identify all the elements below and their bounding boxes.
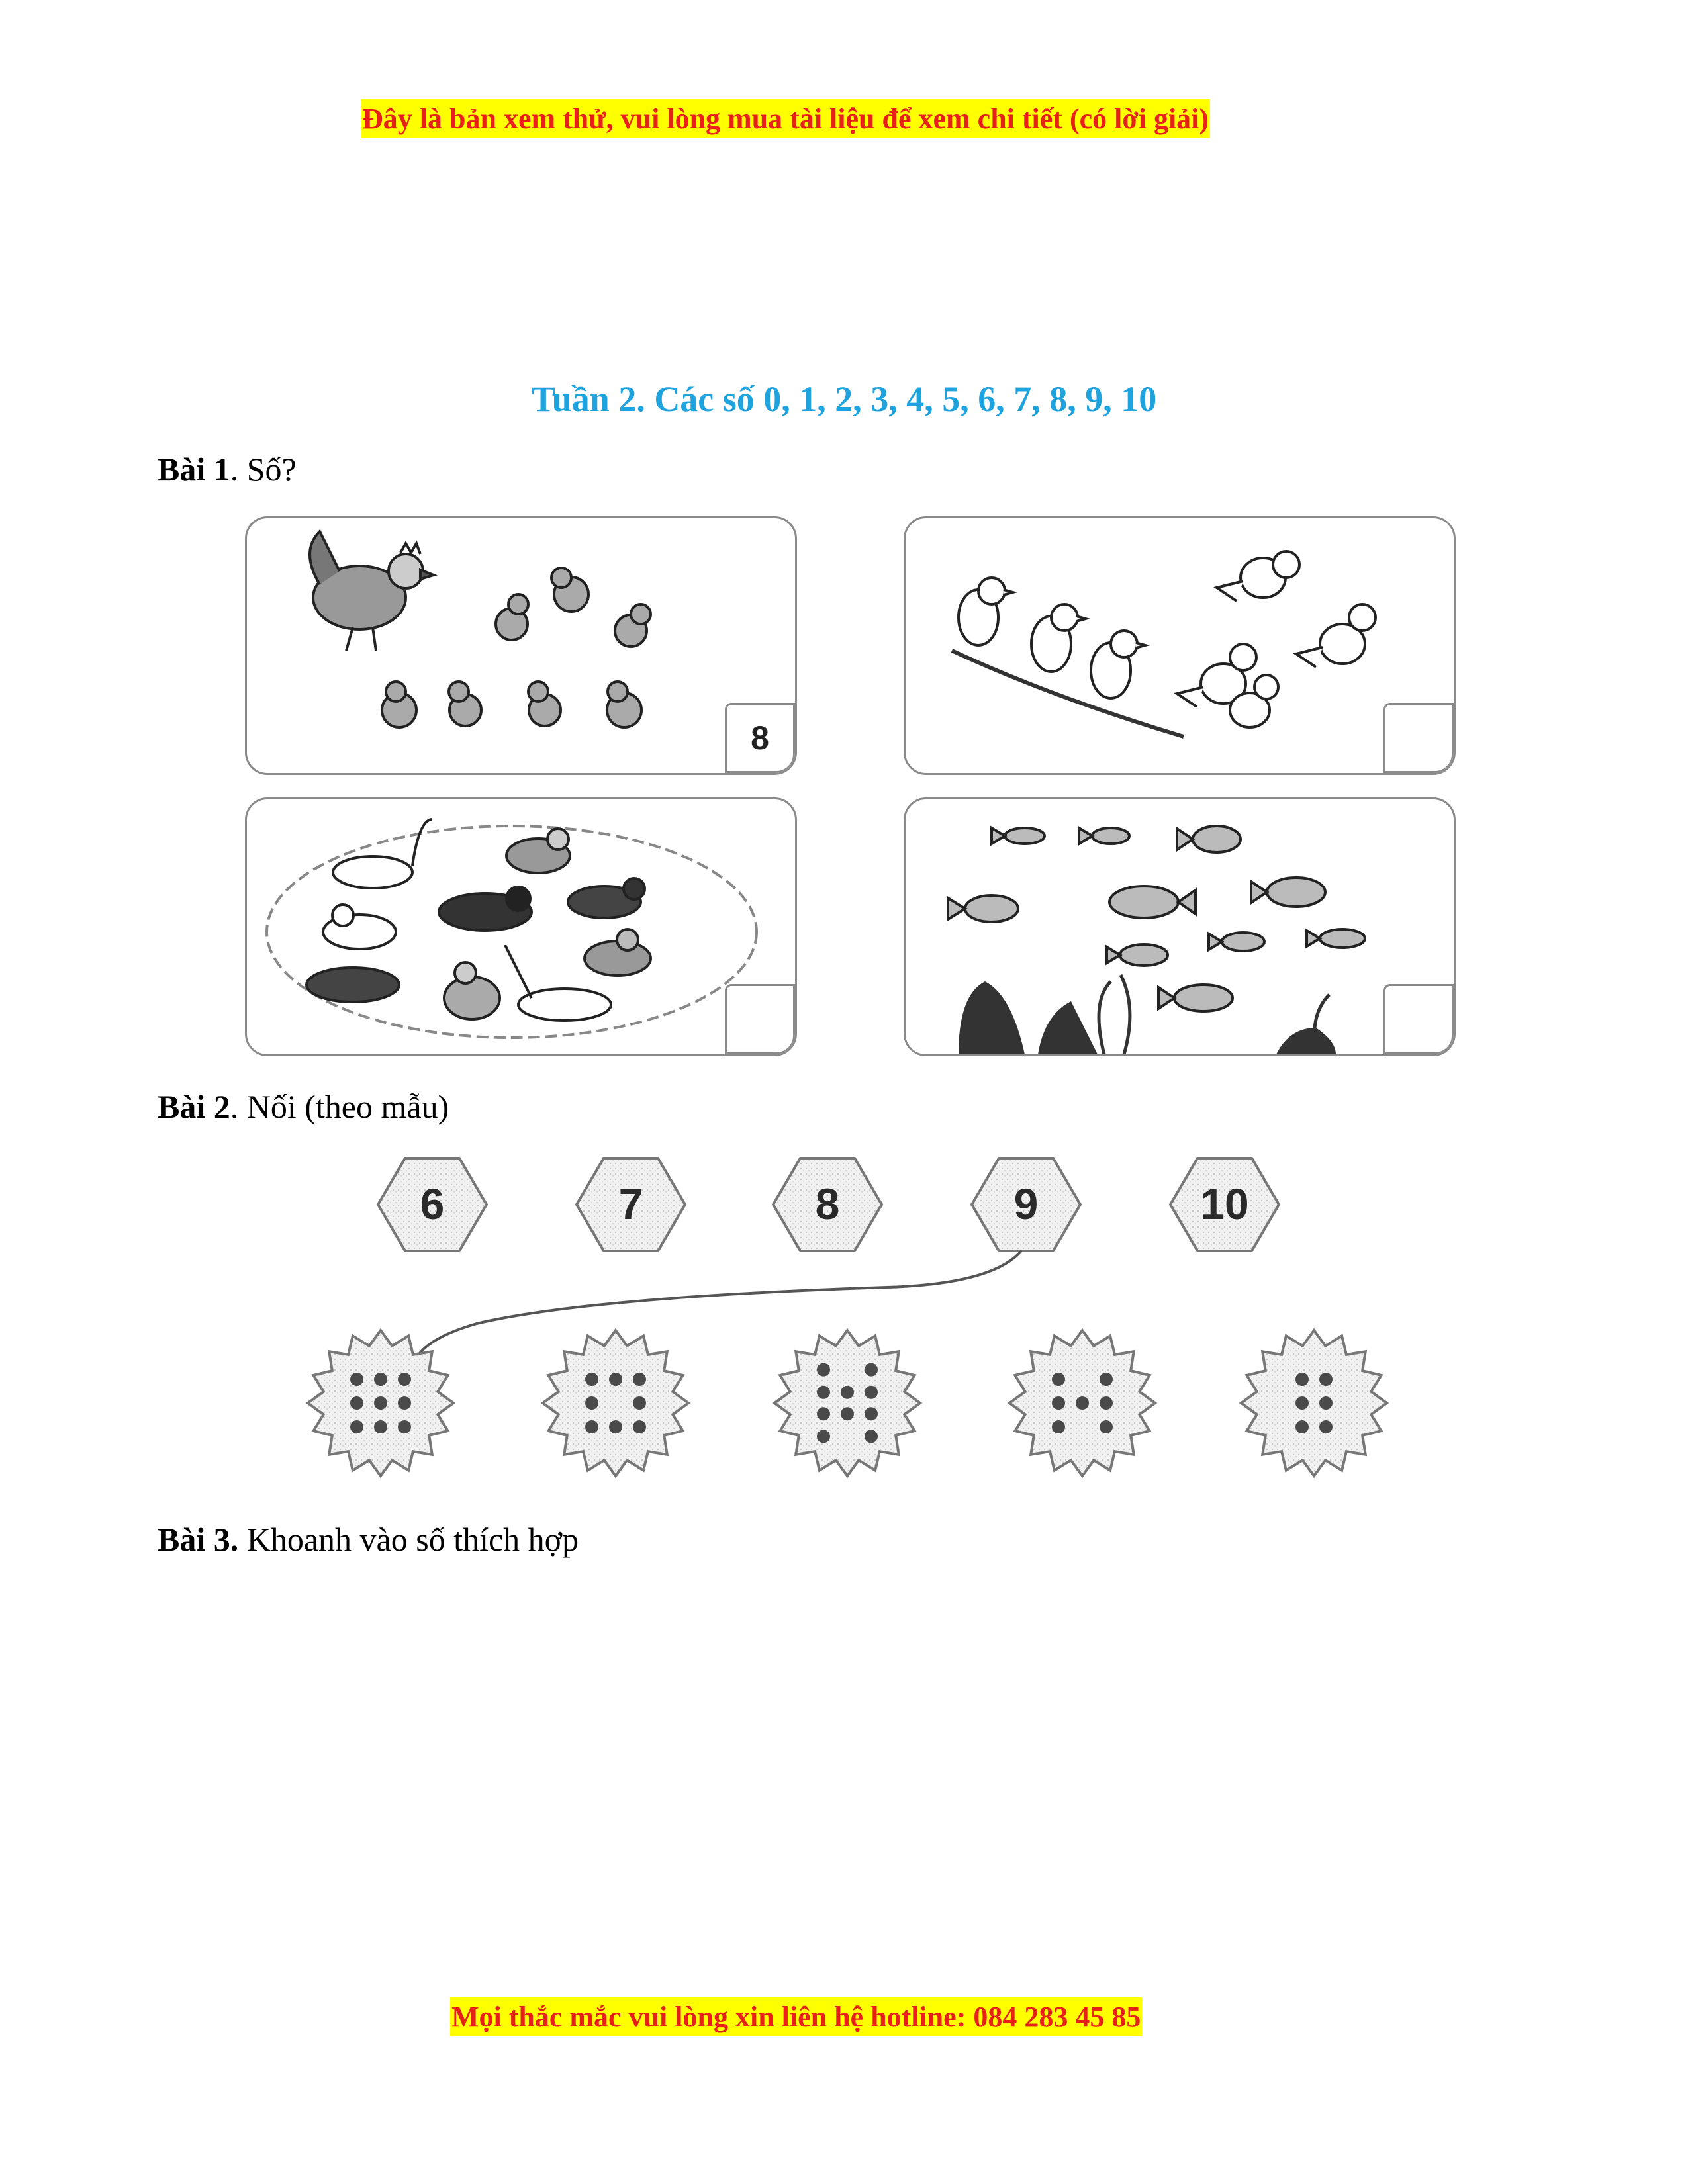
dot <box>1100 1373 1113 1386</box>
dot <box>398 1373 411 1386</box>
preview-notice-banner: Đây là bản xem thử, vui lòng mua tài liệu để xem chi tiết (có lời giải) <box>361 99 1210 138</box>
dot-card-2[interactable] <box>543 1330 688 1476</box>
panel-hen-and-chicks <box>245 516 797 775</box>
dot <box>865 1386 878 1399</box>
number-hexagon-6[interactable] <box>378 1158 487 1251</box>
page-title: Tuần 2. Các số 0, 1, 2, 3, 4, 5, 6, 7, 8, 9, 10 <box>531 379 1157 419</box>
number-label: 6 <box>420 1179 445 1228</box>
exercise-1-label: Bài 1 <box>158 451 230 488</box>
ducks-icon <box>247 799 795 1054</box>
dot <box>1295 1396 1309 1410</box>
dot <box>1295 1373 1309 1386</box>
dot <box>609 1373 622 1386</box>
dot <box>817 1386 830 1399</box>
dot <box>1052 1420 1065 1433</box>
number-hexagon-8[interactable] <box>773 1158 882 1251</box>
exercise-3-text: Khoanh vào số thích hợp <box>238 1521 579 1558</box>
dot <box>817 1363 830 1377</box>
exercise-2-label: Bài 2 <box>158 1088 230 1125</box>
dot <box>374 1373 387 1386</box>
dot <box>1076 1396 1089 1410</box>
number-label: 10 <box>1200 1179 1249 1228</box>
number-hexagon-10[interactable] <box>1170 1158 1279 1251</box>
dot <box>585 1420 598 1433</box>
dot <box>1319 1396 1333 1410</box>
dot-card-3[interactable] <box>774 1330 920 1476</box>
answer-box-fish-underwater[interactable] <box>1383 984 1454 1054</box>
number-hexagon-7[interactable] <box>577 1158 685 1251</box>
dot <box>350 1373 363 1386</box>
answer-box-hen-and-chicks[interactable]: 8 <box>725 703 795 773</box>
number-label: 9 <box>1013 1179 1039 1228</box>
dot <box>398 1420 411 1433</box>
fish-icon <box>906 799 1454 1054</box>
dot <box>1319 1420 1333 1433</box>
dot <box>398 1396 411 1410</box>
dot <box>350 1420 363 1433</box>
panel-birds <box>904 516 1456 775</box>
dot-card-4[interactable] <box>1009 1330 1155 1476</box>
dot <box>1052 1373 1065 1386</box>
matching-exercise <box>291 1152 1417 1496</box>
exercise-1-heading <box>158 450 297 488</box>
dot <box>817 1430 830 1443</box>
dot-card-5[interactable] <box>1241 1330 1387 1476</box>
dot <box>350 1396 363 1410</box>
dot <box>817 1407 830 1420</box>
dot <box>1052 1396 1065 1410</box>
hotline-banner: Mọi thắc mắc vui lòng xin liên hệ hotline: 084 283 45 85 <box>450 1997 1142 2036</box>
dot <box>865 1407 878 1420</box>
dot <box>1295 1420 1309 1433</box>
dot-card-1[interactable] <box>308 1330 453 1476</box>
dot <box>633 1396 646 1410</box>
exercise-2-heading <box>158 1087 449 1126</box>
exercise-2-text: . Nối (theo mẫu) <box>230 1088 449 1125</box>
dot <box>841 1386 854 1399</box>
number-label: 8 <box>815 1179 840 1228</box>
dot <box>841 1407 854 1420</box>
panel-fish-underwater <box>904 797 1456 1056</box>
dot <box>585 1396 598 1410</box>
number-label: 7 <box>618 1179 643 1228</box>
dot <box>1100 1420 1113 1433</box>
dot <box>609 1420 622 1433</box>
exercise-3-heading <box>158 1520 579 1559</box>
dot <box>633 1373 646 1386</box>
dot <box>633 1420 646 1433</box>
answer-box-ducks-on-pond[interactable] <box>725 984 795 1054</box>
exercise-1-text: . Số? <box>230 451 297 488</box>
exercise-3-label: Bài 3. <box>158 1521 239 1558</box>
answer-box-birds[interactable] <box>1383 703 1454 773</box>
dot <box>1319 1373 1333 1386</box>
birds-icon <box>906 518 1454 773</box>
panel-ducks-on-pond <box>245 797 797 1056</box>
dot <box>865 1363 878 1377</box>
example-connector-line <box>417 1251 1021 1357</box>
hen-chicks-icon <box>247 518 795 773</box>
dot <box>1100 1396 1113 1410</box>
dot <box>374 1420 387 1433</box>
dot <box>865 1430 878 1443</box>
number-hexagon-9[interactable] <box>972 1158 1080 1251</box>
dot <box>374 1396 387 1410</box>
dot <box>585 1373 598 1386</box>
